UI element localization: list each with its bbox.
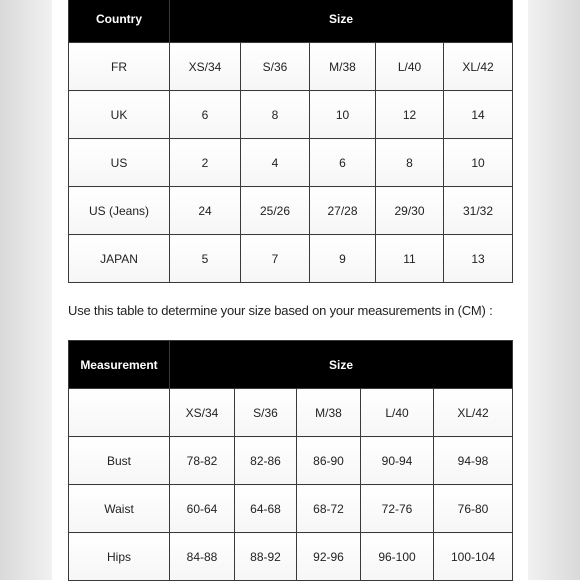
measurement-header: Measurement [69,341,170,389]
size-cell: M/38 [297,389,361,437]
measurement-cell: 92-96 [297,533,361,581]
size-cell: 5 [170,235,241,283]
size-cell: M/38 [310,43,376,91]
size-cell: 24 [170,187,241,235]
size-cell: 27/28 [310,187,376,235]
size-cell: 25/26 [241,187,310,235]
measurement-cell: 68-72 [297,485,361,533]
row-label [69,389,170,437]
measurement-header-row [69,341,513,389]
size-cell: 4 [241,139,310,187]
size-cell: 6 [310,139,376,187]
size-cell: 13 [444,235,513,283]
size-cell: S/36 [241,43,310,91]
row-label: UK [69,91,170,139]
size-cell: 8 [376,139,444,187]
size-cell: S/36 [235,389,297,437]
measurement-cell: 84-88 [170,533,235,581]
size-cell: 7 [241,235,310,283]
size-cell: 8 [241,91,310,139]
size-cell: XL/42 [434,389,513,437]
size-cell: L/40 [376,43,444,91]
measurement-cell: 88-92 [235,533,297,581]
size-cell: 14 [444,91,513,139]
measurement-cell: 100-104 [434,533,513,581]
size-cell: L/40 [361,389,434,437]
measurement-cell: 76-80 [434,485,513,533]
row-label: Bust [69,437,170,485]
size-cell: 2 [170,139,241,187]
background-left [0,0,52,580]
table-row [69,437,513,485]
row-label: Hips [69,533,170,581]
measurement-table [68,340,513,581]
size-cell: 6 [170,91,241,139]
measurement-cell: 60-64 [170,485,235,533]
size-cell: 31/32 [444,187,513,235]
table-row [69,235,513,283]
table-row [69,43,513,91]
table-row [69,91,513,139]
row-label: JAPAN [69,235,170,283]
table-row [69,187,513,235]
measurement-cell: 94-98 [434,437,513,485]
measurement-cell: 96-100 [361,533,434,581]
size-cell: 12 [376,91,444,139]
size-cell: XL/42 [444,43,513,91]
size-cell: XS/34 [170,389,235,437]
row-label: US [69,139,170,187]
measurement-cell: 72-76 [361,485,434,533]
country-header: Country [69,0,170,43]
table-row [69,139,513,187]
size-cell: 10 [444,139,513,187]
size-cell: 10 [310,91,376,139]
measurement-cell: 90-94 [361,437,434,485]
size-cell: XS/34 [170,43,241,91]
size-cell: 9 [310,235,376,283]
measurement-cell: 64-68 [235,485,297,533]
measurement-cell: 78-82 [170,437,235,485]
country-size-header-row [69,0,513,43]
size-header: Size [170,0,513,43]
size-cell: 29/30 [376,187,444,235]
background-right [528,0,580,580]
size-header: Size [170,341,513,389]
country-size-table [68,0,513,283]
row-label: US (Jeans) [69,187,170,235]
size-cell: 11 [376,235,444,283]
table-row [69,485,513,533]
measurement-cell: 82-86 [235,437,297,485]
measurement-cell: 86-90 [297,437,361,485]
measurement-note: Use this table to determine your size based on your measurements in (CM) : [68,303,493,318]
row-label: FR [69,43,170,91]
table-row [69,389,513,437]
table-row [69,533,513,581]
row-label: Waist [69,485,170,533]
